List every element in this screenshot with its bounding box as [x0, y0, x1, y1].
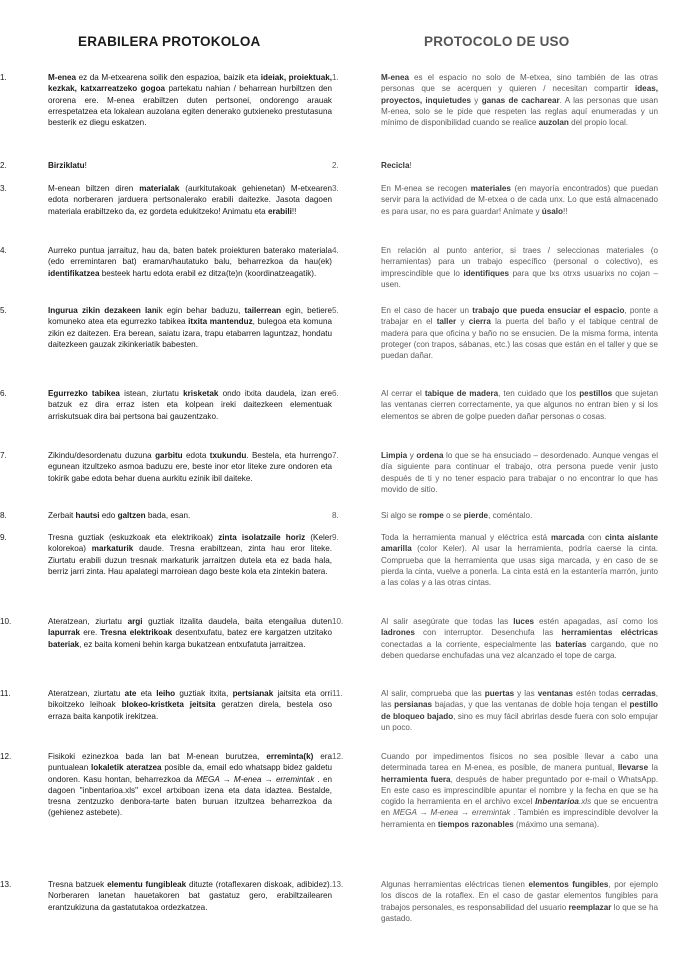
es-item-3: 3. En M-enea se recogen materiales (en mayoría encontrados) que puedan servir para la actividad de M-etxea o de cada unx. Lo que está almacenado es para usar, no es para guardar! Anímate y úsalo!! — [332, 184, 658, 216]
eu-item-6: 6. Egurrezko tabikea istean, ziurtatu krisketak ondo itxita daudela, izan ere batzuk ez dira erraz isten eta kolpean ireki daitezkeen elementuak arriskutsuak dira bai pertsona bai gauzentzako. — [0, 389, 332, 421]
es-item-5: 5. En el caso de hacer un trabajo que pueda ensuciar el espacio, ponte a trabajar en el taller y cierra la puerta del baño y el tabique central de madera para que oficina y baño no se ensucien. De la misma forma, intenta proteger (con trapos, sábanas, etc.) las cosas que están en el taller y que se puedan dañar. — [332, 306, 658, 361]
es-item-12: 12. Cuando por impedimentos físicos no sea posible llevar a cabo una determinada tarea en M-enea, es posible, de manera puntual, llevarse la herramienta fuera, después de haber preguntado por e-mail o WhatsApp. En este caso es imprescindible apuntar el nombre y la fecha en que se ha cogido la herramienta en el archivo excel Inbentarioa.xls que se encuentra en MEGA → M-enea → erremintak . También es imprescindible devolver la herramienta en tiempos razonables (máximo una semana). — [332, 752, 658, 829]
eu-item-12: 12. Fisikoki ezinezkoa bada lan bat M-enean burutzea, erreminta(k) era puntualean lokaletik ateratzea posible da, email edo whatsapp bidez galdetu ondoren. Kasu hontan, beharrezkoa da MEGA → M-enea → erremintak . en dagoen "inbentarioa.xls" excel artxiboan izena eta data idaztea. Bestalde, tresna zentzuzko denbora-tarte baten buruan itzultzea beharrezkoa da (gehienez astebete). — [0, 752, 332, 818]
basque-title: ERABILERA PROTOKOLOA — [78, 34, 261, 49]
es-item-13: 13. Algunas herramientas eléctricas tienen elementos fungibles, por ejemplo los discos de la rotaflex. En el caso de gastar elementos fungibles para trabajos personales, es responsabilidad del usuario reemplazar lo que se ha gastado. — [332, 880, 659, 923]
eu-item-8: 8. Zerbait hautsi edo galtzen bada, esan. — [0, 511, 191, 520]
es-item-9: 9. Toda la herramienta manual y eléctrica está marcada con cinta aislante amarilla (color Keler). Al usar la herramienta, podría caerse la cinta. Comprueba que la herramienta que usas siga marcada, y en caso de se pierda la cinta, vuelve a ponerla. La cinta está en la estantería marrón, junto a las colas y a las otras cintas. — [332, 533, 658, 588]
spanish-title: PROTOCOLO DE USO — [424, 34, 570, 49]
es-item-11: 11. Al salir, comprueba que las puertas y las ventanas estén todas cerradas, las persianas bajadas, y que las ventanas de doble hoja tengan el pestillo de bloqueo bajado, sino es muy fácil abrirlas desde fuera con solo empujar un poco. — [332, 689, 658, 732]
eu-item-2: 2. Birziklatu! — [0, 161, 87, 170]
es-item-4: 4. En relación al punto anterior, si traes / seleccionas materiales (o herramientas) para un trabajo específico (personal o colectivo), es imprescindible que lo identifiques para que lxs otrxs usuarixs no cojan – usen. — [332, 246, 658, 289]
es-item-10: 10. Al salir asegúrate que todas las luces estén apagadas, así como los ladrones con interruptor. Desenchufa las herramientas eléctricas conectadas a la corriente, especialmente las baterías cargando, que no deben quedarse enchufadas una vez alcanzado el tope de carga. — [332, 617, 658, 660]
es-item-7: 7. Limpia y ordena lo que se ha ensuciado – desordenado. Aunque vengas el día siguiente para continuar el trabajo, otra persona puede venir justo después de ti y no tener espacio para trabajar o no encontrar lo que has movido de sitio. — [332, 451, 658, 494]
eu-item-7: 7. Zikindu/desordenatu duzuna garbitu edota txukundu. Bestela, eta hurrengo egunean itzultzeko asmoa baduzu ere, beste inor etor liteke zure ondoren eta tokirik gabe edota behar duena aurkitu ezinik ibil daiteke. — [0, 451, 332, 483]
es-item-8: 8. Si algo se rompe o se pierde, coméntalo. — [332, 511, 533, 520]
eu-item-3: 3. M-enean biltzen diren materialak (aurkitutakoak gehienetan) M-etxearen edota norberaren jarduera pertsonalerako erabili daitezke. Jasota dagoen materiala erabiltzeko da, ez gordeta edukitzeko! Animatu eta erabili!! — [0, 184, 332, 216]
eu-item-11: 11. Ateratzean, ziurtatu ate eta leiho guztiak itxita, pertsianak jaitsita eta orri bikoitzeko leihoak blokeo-kristketa jeitsita geratzen direla, bestela oso erraza baita kanpotik irekitzea. — [0, 689, 332, 721]
eu-item-5: 5. Ingurua zikin dezakeen lanik egin behar baduzu, tailerrean egin, betiere komuneko atea eta egurrezko tabikea itxita mantenduz, bulegoa eta komuna zikin ez daitezen. Era berean, saiatu izara, trapu etabarren laguntzaz, hondatu daitezkeen gauzak zikinkeriatik babesten. — [0, 306, 333, 349]
eu-item-10: 10. Ateratzean, ziurtatu argi guztiak itzalita daudela, baita etengailua duten lapurrak ere. Tresna elektrikoak desentxufatu, batez ere kargatzen utzitako bateriak, ez baita komeni behin karga bukatzean entxufatuta jarraitzea. — [0, 617, 333, 649]
es-item-1: 1. M-enea es el espacio no solo de M-etxea, sino también de las otras personas que se acerquen y quieren / necesitan compartir ideas, proyectos, inquietudes y ganas de cacharear. A las personas que usan M-enea, solo se le pide que respeten las reglas aquí enumeradas y un mínimo de disponibilidad cuando se realice auzolan del propio local. — [332, 73, 658, 128]
es-item-2: 2. Recicla! — [332, 161, 412, 170]
eu-item-4: 4. Aurreko puntua jarraituz, hau da, baten batek proiekturen baterako materiala (edo erremintaren bat) eraman/hautatuko balu, beharrezkoa da hau(ek) identifikatzea besteek hartu edota erabil ez ditza(te)n (koordinatzeagatik). — [0, 246, 332, 278]
es-item-6: 6. Al cerrar el tabique de madera, ten cuidado que los pestillos que sujetan las ventanas cierren correctamente, ya que algunos no entran bien y si los elementos se abren de golpe pueden dañar personas o cosas. — [332, 389, 658, 421]
eu-item-1: 1. M-enea ez da M-etxearena soilik den espazioa, baizik eta ideiak, proiektuak, kezkak, katxarreatzeko gogoa partekatu nahian / beharrean hurbiltzen den ororena ere. M-enea erabiltzen duten pertsonei, ondorengo arauak errespetatzea eta lokalean auzolana egiten denerako gutxieneko prestutasuna besterik ez diegu eskatzen. — [0, 73, 333, 128]
eu-item-13: 13. Tresna batzuek elementu fungibleak dituzte (rotaflexaren diskoak, adibidez). Norberaren lanetan hauetakoren bat gastatuz gero, erabiltzailearen erantzukizuna da gastatutakoa ordezkatzea. — [0, 880, 332, 912]
eu-item-9: 9. Tresna guztiak (eskuzkoak eta elektrikoak) zinta isolatzaile horiz (Keler kolorekoa) markaturik daude. Tresna erabiltzean, zinta hau eror liteke. Ziurtatu erabili duzun tresnak markaturik jarraitzen dutela eta ez bada hala, berriz jarri zinta. Hau apalategi marroiean dago beste kola eta zintekin batera. — [0, 533, 333, 576]
